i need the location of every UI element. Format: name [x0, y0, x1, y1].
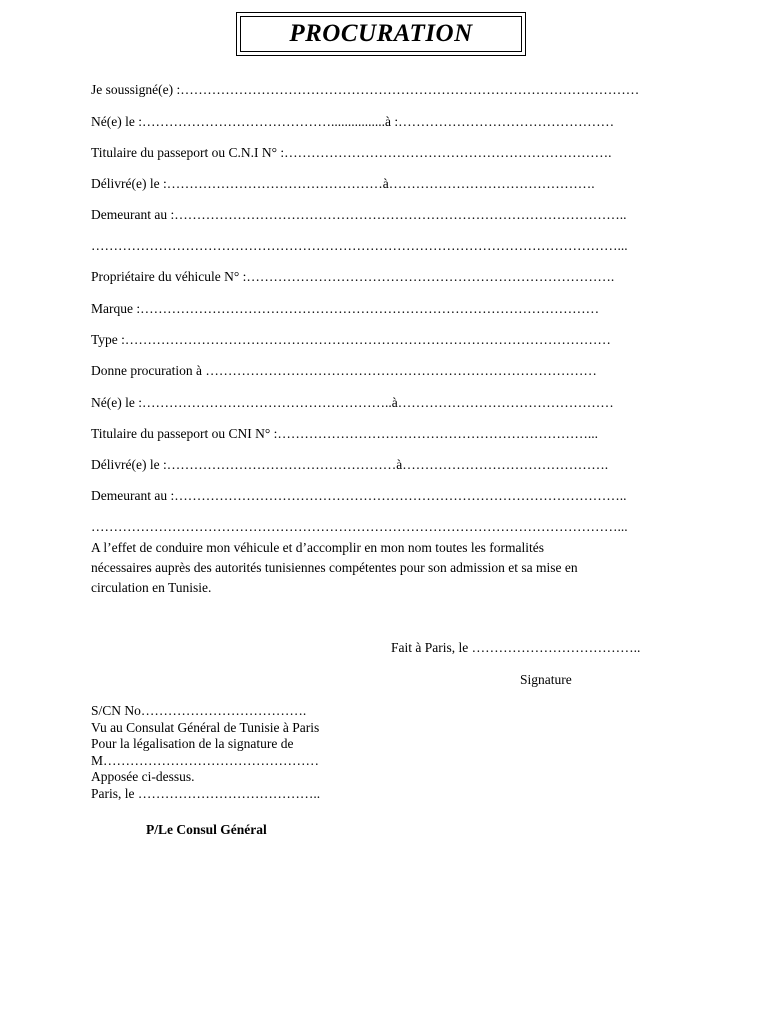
title-inner-frame	[240, 16, 522, 52]
field-ne-le: Né(e) le :……………………………………................à :…………………………………………	[91, 114, 615, 129]
field-demeurant-cont: ………………………………………………………………………………………………………...	[91, 238, 628, 253]
title-frame	[236, 12, 526, 56]
consul-general: P/Le Consul Général	[146, 822, 267, 837]
fait-a-paris: Fait à Paris, le ………………………………..	[391, 640, 641, 655]
consulat-line: Vu au Consulat Général de Tunisie à Paris	[91, 719, 320, 735]
field-mandataire-delivre: Délivré(e) le :……………………………………………à……………………………………….	[91, 457, 609, 472]
field-demeurant: Demeurant au :………………………………………………………………………………………..	[91, 207, 627, 222]
document-title: PROCURATION	[289, 20, 473, 47]
purpose-paragraph	[91, 538, 671, 598]
field-passeport-cni: Titulaire du passeport ou C.N.I N° :……………………………………………………………….	[91, 145, 612, 160]
field-mandataire-passeport: Titulaire du passeport ou CNI N° :……………………………………………………………...	[91, 426, 599, 441]
consulat-line: M…………………………………………	[91, 752, 320, 768]
field-mandataire-demeurant-cont: ………………………………………………………………………………………………………...	[91, 519, 628, 534]
field-soussigne: Je soussigné(e) :…………………………………………………………………………………………	[91, 82, 640, 97]
field-delivre-le: Délivré(e) le :…………………………………………à……………………………………….	[91, 176, 595, 191]
field-type: Type :………………………………………………………………………………………………	[91, 332, 611, 347]
field-mandataire-demeurant: Demeurant au :………………………………………………………………………………………..	[91, 488, 627, 503]
field-mandataire-ne-le: Né(e) le :………………………………………………..à…………………………………………	[91, 395, 614, 410]
paragraph-line: circulation en Tunisie.	[91, 580, 212, 595]
field-donne-procuration: Donne procuration à ……………………………………………………………………………	[91, 363, 597, 378]
consulat-line: S/CN No……………………………….	[91, 703, 307, 718]
field-marque: Marque :…………………………………………………………………………………………	[91, 301, 600, 316]
paragraph-line: A l’effet de conduire mon véhicule et d’accomplir en mon nom toutes les formalités	[91, 540, 544, 555]
signature-label: Signature	[520, 672, 572, 687]
consulat-line: Paris, le …………………………………..	[91, 785, 321, 801]
paragraph-line: nécessaires auprès des autorités tunisiennes compétentes pour son admission et sa mise en	[91, 560, 578, 575]
consulat-block	[91, 703, 320, 802]
consulat-line: Pour la légalisation de la signature de	[91, 736, 294, 751]
field-vehicule-numero: Propriétaire du véhicule N° :……………………………………………………………………….	[91, 269, 615, 284]
consulat-line: Apposée ci-dessus.	[91, 769, 195, 784]
